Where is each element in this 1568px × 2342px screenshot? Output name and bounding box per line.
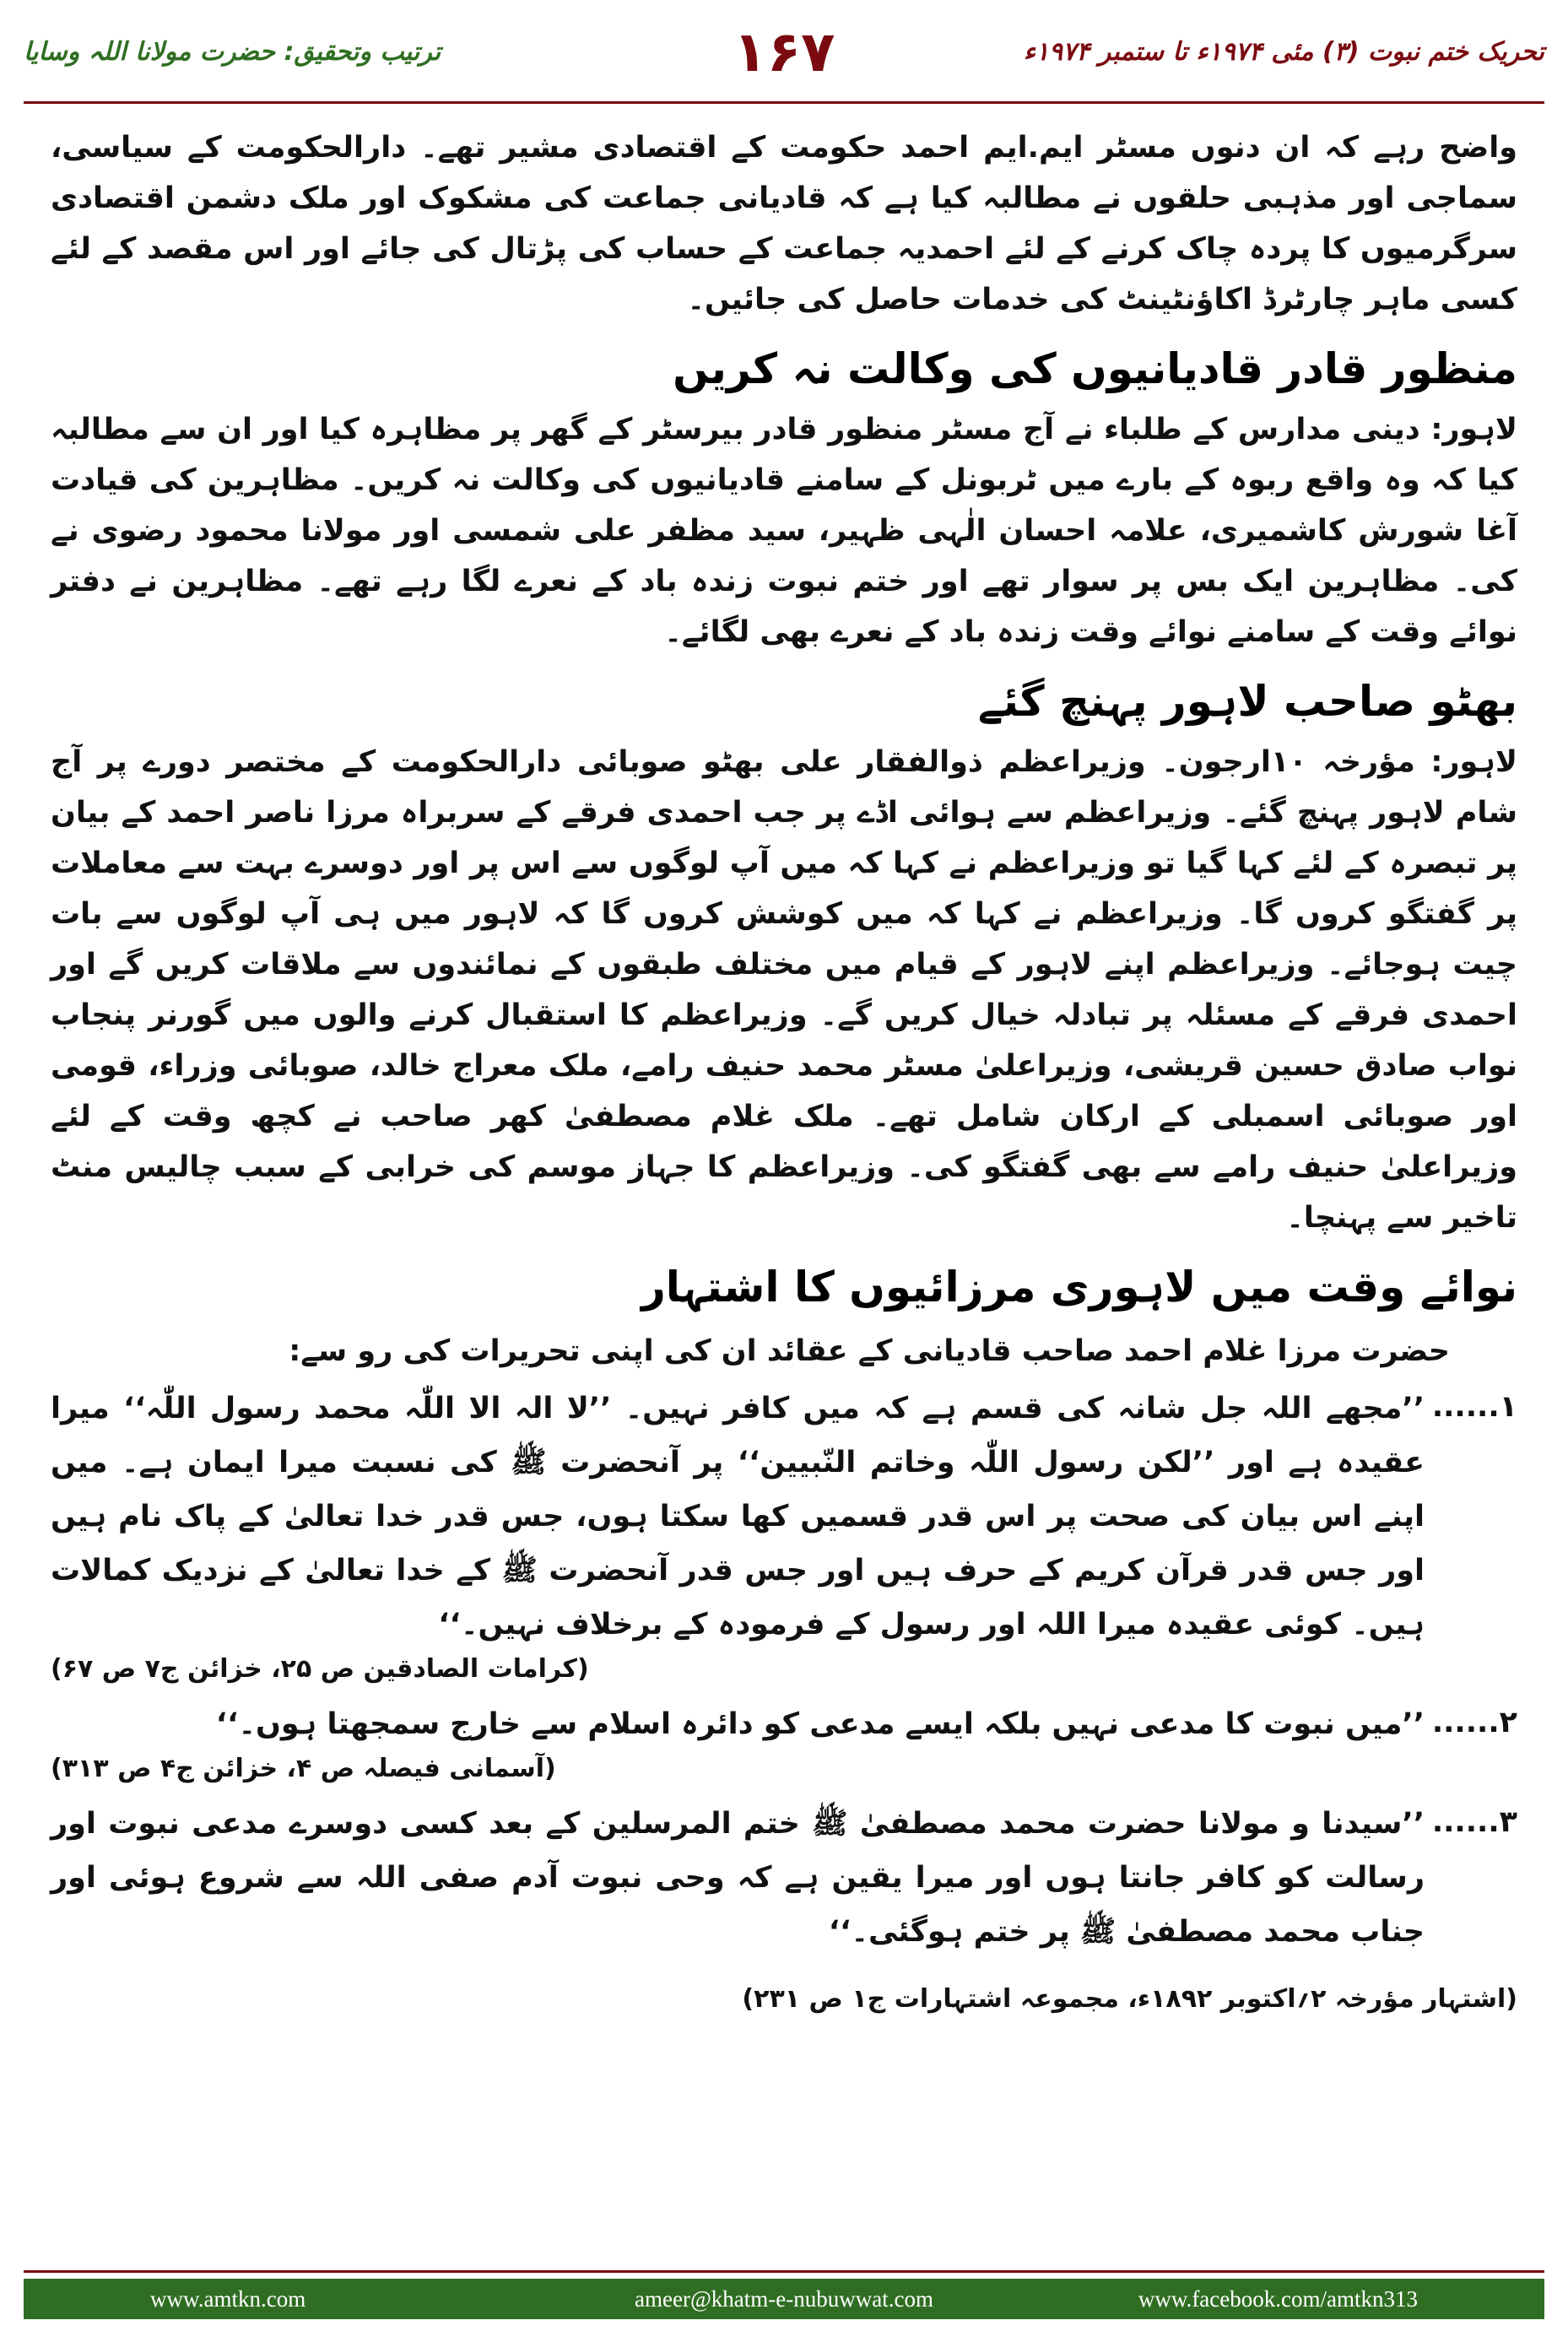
quote-text: ’’مجھے اللہ جل شانہ کی قسم ہے کہ میں کافر نہیں۔ ’’لا الہ الا اللّٰہ محمد رسول اللّٰہ‘‘ میرا عقیدہ ہے اور ’’لکن رسول اللّٰہ وخاتم النّبیین‘‘ پر آنحضرت ﷺ کی نسبت میرا ایمان ہے۔ میں اپنے اس بیان کی صحت پر اس قدر قسمیں کھا سکتا ہوں، جس قدر خدا تعالیٰ کے پاک نام ہیں اور جس قدر قرآن کریم کے حرف ہیں اور جس قدر آنحضرت ﷺ کے خدا تعالیٰ کے نزدیک کمالات ہیں۔ کوئی عقیدہ میرا اللہ اور رسول کے فرمودہ کے برخلاف نہیں۔‘‘ [51, 1392, 1425, 1642]
final-reference: (اشتہار مؤرخہ ۲؍اکتوبر ۱۸۹۲ء، مجموعہ اشتہارات ج۱ ص ۲۳۱) [742, 1984, 1517, 2014]
quote-item [51, 1697, 1517, 1790]
compiler-credit: ترتیب وتحقیق: حضرت مولانا اللہ وسایا [24, 37, 441, 67]
quotes-intro: حضرت مرزا غلام احمد صاحب قادیانی کے عقائد ان کی اپنی تحریرات کی رو سے: [289, 1334, 1450, 1368]
section-heading-nawaiwaqt-ad: نوائے وقت میں لاہوری مرزائیوں کا اشتہار [641, 1263, 1517, 1312]
page-content [51, 122, 1517, 2025]
intro-paragraph: واضح رہے کہ ان دنوں مسٹر ایم.ایم احمد حکومت کے اقتصادی مشیر تھے۔ دارالحکومت کے سیاسی، سماجی اور مذہبی حلقوں نے مطالبہ کیا ہے کہ قادیانی جماعت کی مشکوک اور ملک دشمن اقتصادی سرگرمیوں کا پردہ چاک کرنے کے لئے احمدیہ جماعت کے حساب کی پڑتال کی جائے اور اس مقصد کے لئے کسی ماہر چارٹرڈ اکاؤنٹینٹ کی خدمات حاصل کی جائیں۔ [51, 131, 1517, 316]
quote-reference: (کرامات الصادقین ص ۲۵، خزائن ج۷ ص ۶۷) [51, 1654, 589, 1684]
website-link[interactable]: www.amtkn.com [150, 2286, 306, 2312]
section-heading-manzoor-qadir: منظور قادر قادیانیوں کی وکالت نہ کریں [673, 344, 1517, 393]
facebook-link[interactable]: www.facebook.com/amtkn313 [1138, 2286, 1418, 2312]
quote-number: ۱...... [1431, 1390, 1517, 1424]
page-header [24, 19, 1544, 100]
section-heading-bhutto-lahore: بھٹو صاحب لاہور پہنچ گئے [977, 677, 1517, 726]
section-text-manzoor-qadir: لاہور: دینی مدارس کے طلباء نے آج مسٹر منظور قادر بیرسٹر کے گھر پر مظاہرہ کیا اور ان سے مطالبہ کیا کہ وہ واقع ربوہ کے بارے میں ٹربونل کے سامنے قادیانیوں کی وکالت نہ کریں۔ مظاہرین کی قیادت آغا شورش کاشمیری، علامہ احسان الٰہی ظہیر، سید مظفر علی شمسی اور مولانا محمود رضوی نے کی۔ مظاہرین ایک بس پر سوار تھے اور ختم نبوت زندہ باد کے نعرے لگا رہے تھے۔ مظاہرین نے دفتر نوائے وقت کے سامنے نوائے وقت زندہ باد کے نعرے بھی لگائے۔ [51, 413, 1517, 649]
quote-number: ۲...... [1431, 1706, 1517, 1739]
quote-text: ’’میں نبوت کا مدعی نہیں بلکہ ایسے مدعی کو دائرہ اسلام سے خارج سمجھتا ہوں۔‘‘ [215, 1707, 1425, 1741]
quote-item [51, 1382, 1517, 1690]
quote-reference: (آسمانی فیصلہ ص ۴، خزائن ج۴ ص ۳۱۳) [51, 1754, 556, 1783]
quote-number: ۳...... [1431, 1805, 1517, 1839]
section-text-bhutto-lahore: لاہور: مؤرخہ ۱۰ارجون۔ وزیراعظم ذوالفقار علی بھٹو صوبائی دارالحکومت کے مختصر دورے پر آج شام لاہور پہنچ گئے۔ وزیراعظم سے ہوائی اڈے پر جب احمدی فرقے کے سربراہ مرزا ناصر احمد کے بیان پر تبصرہ کے لئے کہا گیا تو وزیراعظم نے کہا کہ میں آپ لوگوں سے اس پر اور دوسرے بہت سے معاملات پر گفتگو کروں گا۔ وزیراعظم نے کہا کہ میں کوشش کروں گا کہ لاہور میں ہی آپ لوگوں سے بات چیت ہوجائے۔ وزیراعظم اپنے لاہور کے قیام میں مختلف طبقوں کے نمائندوں سے ملاقات کریں گے اور احمدی فرقے کے مسئلہ پر تبادلہ خیال کریں گے۔ وزیراعظم کا استقبال کرنے والوں میں گورنر پنجاب نواب صادق حسین قریشی، وزیراعلیٰ مسٹر محمد حنیف رامے، ملک معراج خالد، صوبائی وزراء، قومی اور صوبائی اسمبلی کے ارکان شامل تھے۔ ملک غلام مصطفیٰ کھر صاحب نے کچھ وقت کے لئے وزیراعلیٰ حنیف رامے سے بھی گفتگو کی۔ وزیراعظم کا جہاز موسم کی خرابی کے سبب چالیس منٹ تاخیر سے پہنچا۔ [51, 745, 1517, 1235]
series-title: تحریک ختم نبوت (۳) مئی ۱۹۷۴ء تا ستمبر ۱۹۷۴ء [1023, 37, 1544, 67]
quote-item [51, 1797, 1517, 1959]
footer-divider [24, 2270, 1544, 2273]
header-divider [24, 101, 1544, 104]
email-link[interactable]: ameer@khatm-e-nubuwwat.com [635, 2286, 933, 2312]
page-number: ۱۶۷ [733, 19, 835, 84]
quote-text: ’’سیدنا و مولانا حضرت محمد مصطفیٰ ﷺ ختم المرسلین کے بعد کسی دوسرے مدعی نبوت اور رسالت کو کافر جانتا ہوں اور میرا یقین ہے کہ وحی نبوت آدم صفی اللہ سے شروع ہوئی اور جناب محمد مصطفیٰ ﷺ پر ختم ہوگئی۔‘‘ [51, 1807, 1425, 1949]
footer-band [24, 2279, 1544, 2319]
